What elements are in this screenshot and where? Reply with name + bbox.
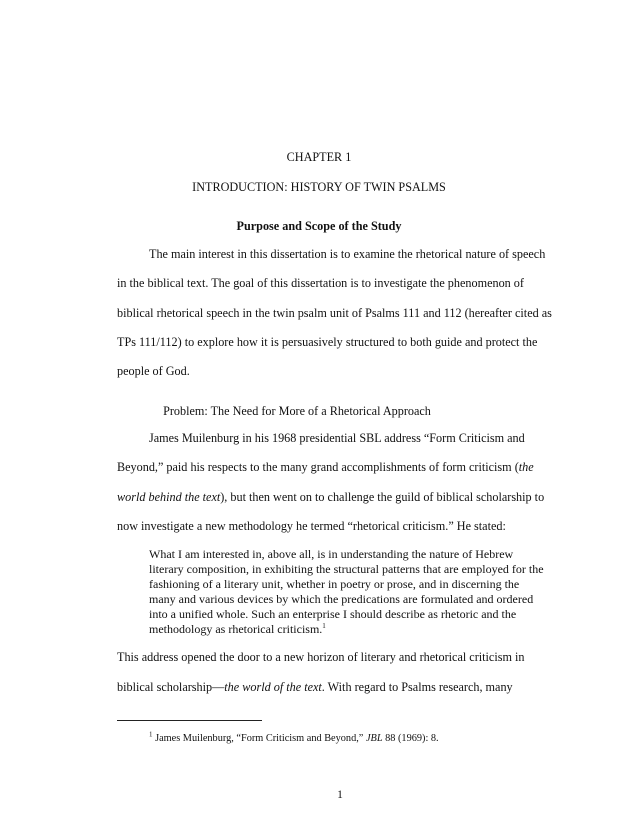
text-run: ), but then went on to challenge the guild of biblical scholarship to — [220, 490, 545, 504]
blockquote-line: into a unified whole. Such an enterprise I should describe as rhetoric and the — [149, 607, 517, 621]
page-number: 1 — [337, 789, 343, 801]
text-run: James Muilenburg, “Form Criticism and Beyond,” — [152, 733, 366, 744]
text-run: . With regard to Psalms research, many — [321, 680, 513, 694]
paragraph-line — [117, 460, 534, 475]
text-run: methodology as rhetorical criticism. — [149, 622, 323, 636]
paragraph-line: The main interest in this dissertation is to examine the rhetorical nature of speech — [149, 247, 546, 261]
blockquote-line: What I am interested in, above all, is in understanding the nature of Hebrew — [149, 547, 514, 561]
text-run: 88 (1969): 8. — [382, 733, 439, 744]
footnote-marker: 1 — [149, 730, 153, 739]
section-heading-purpose: Purpose and Scope of the Study — [236, 219, 402, 233]
blockquote-line: many and various devices by which the predications are formulated and ordered — [149, 592, 534, 606]
paragraph-line: people of God. — [117, 364, 190, 378]
blockquote-line: fashioning of a literary unit, whether in poetry or prose, and in discerning the — [149, 577, 520, 591]
italic-run: the world of the text — [224, 680, 322, 694]
paragraph-line — [117, 680, 513, 695]
footnote-reference: 1 — [322, 622, 326, 630]
paragraph-line: in the biblical text. The goal of this dissertation is to investigate the phenomenon of — [117, 276, 524, 290]
text-run: biblical scholarship— — [117, 680, 225, 694]
footnote — [149, 730, 439, 744]
italic-run: the — [518, 460, 534, 474]
paragraph-line: James Muilenburg in his 1968 presidential SBL address “Form Criticism and — [149, 431, 525, 445]
paragraph-line — [117, 490, 544, 505]
paragraph-line: biblical rhetorical speech in the twin psalm unit of Psalms 111 and 112 (hereafter cited as — [117, 306, 552, 320]
paragraph-line: TPs 111/112) to explore how it is persuasively structured to both guide and protect the — [117, 335, 538, 349]
section-heading-problem: Problem: The Need for More of a Rhetorical Approach — [163, 404, 431, 418]
text-run: Beyond,” paid his respects to the many grand accomplishments of form criticism ( — [117, 460, 519, 474]
chapter-number: CHAPTER 1 — [286, 150, 352, 164]
italic-run: JBL — [365, 733, 383, 744]
blockquote-line — [149, 622, 326, 636]
paragraph-line: This address opened the door to a new horizon of literary and rhetorical criticism in — [117, 650, 525, 664]
paragraph-line: now investigate a new methodology he termed “rhetorical criticism.” He stated: — [117, 519, 506, 533]
footnote-separator — [117, 720, 262, 721]
chapter-title: INTRODUCTION: HISTORY OF TWIN PSALMS — [192, 180, 446, 194]
italic-run: world behind the text — [117, 490, 221, 504]
blockquote-line: literary composition, in exhibiting the structural patterns that are employed for the — [149, 562, 544, 576]
